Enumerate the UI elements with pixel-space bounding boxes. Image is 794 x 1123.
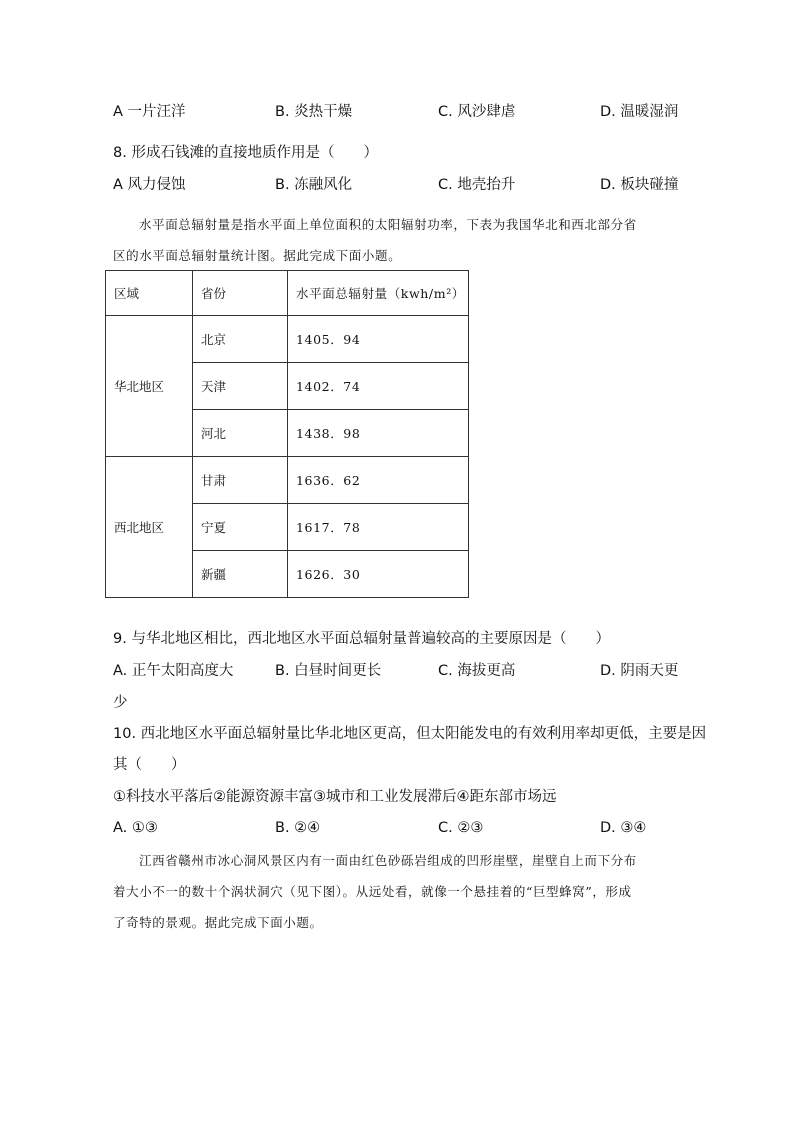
header-region: 区域 — [106, 271, 193, 316]
intro-line: 区的水平面总辐射量统计图。据此完成下面小题。 — [113, 248, 402, 263]
table-row — [106, 457, 469, 504]
intro-line: 江西省赣州市冰心洞风景区内有一面由红色砂砾岩组成的凹形崖壁，崖壁自上而下分布 — [139, 853, 637, 868]
option-d-continued: 少 — [113, 695, 128, 711]
table-header-row — [106, 271, 469, 316]
option-d: D. 阴雨天更 — [600, 663, 679, 679]
question-text: 9. 与华北地区相比，西北地区水平面总辐射量普遍较高的主要原因是（ ） — [113, 631, 610, 647]
q8-stem — [0, 142, 794, 164]
q9-option-wrap — [0, 692, 794, 714]
option-c: C. ②③ — [438, 820, 484, 836]
header-radiation: 水平面总辐射量（kwh/m²） — [288, 271, 469, 316]
option-a: A 风力侵蚀 — [113, 177, 186, 193]
option-c: C. 地壳抬升 — [438, 177, 516, 193]
option-d: D. 板块碰撞 — [600, 177, 679, 193]
region-cell: 华北地区 — [106, 316, 193, 457]
q10-stem-continued — [0, 754, 794, 776]
option-c: C. 风沙肆虐 — [438, 104, 516, 120]
province-cell: 天津 — [193, 363, 288, 410]
question-text: 8. 形成石钱滩的直接地质作用是（ ） — [113, 145, 378, 161]
value-cell: 1636．62 — [288, 457, 469, 504]
question-text: 其（ ） — [113, 757, 186, 773]
option-a: A. ①③ — [113, 820, 158, 836]
intro-paragraph-2 — [113, 845, 685, 938]
region-cell: 西北地区 — [106, 457, 193, 598]
option-c: C. 海拔更高 — [438, 663, 516, 679]
intro-line: 了奇特的景观。据此完成下面小题。 — [113, 915, 323, 930]
radiation-table — [105, 270, 469, 598]
province-cell: 宁夏 — [193, 504, 288, 551]
q10-options — [0, 817, 794, 839]
value-cell: 1438．98 — [288, 410, 469, 457]
value-cell: 1402．74 — [288, 363, 469, 410]
option-b: B. 炎热干燥 — [275, 104, 353, 120]
q8-options — [0, 174, 794, 196]
intro-line: 着大小不一的数十个涡状洞穴（见下图）。从远处看，就像一个悬挂着的“巨型蜂窝”，形成 — [113, 884, 632, 899]
q7-options — [0, 101, 794, 123]
q10-items — [0, 786, 794, 808]
province-cell: 甘肃 — [193, 457, 288, 504]
header-province: 省份 — [193, 271, 288, 316]
option-a: A 一片汪洋 — [113, 104, 186, 120]
province-cell: 北京 — [193, 316, 288, 363]
option-d: D. ③④ — [600, 820, 647, 836]
table-row — [106, 316, 469, 363]
option-d: D. 温暖湿润 — [600, 104, 679, 120]
q10-stem — [0, 723, 794, 745]
option-b: B. 冻融风化 — [275, 177, 353, 193]
option-b: B. ②④ — [275, 820, 321, 836]
option-b: B. 白昼时间更长 — [275, 663, 382, 679]
q9-stem — [0, 628, 794, 650]
value-cell: 1405．94 — [288, 316, 469, 363]
intro-line: 水平面总辐射量是指水平面上单位面积的太阳辐射功率，下表为我国华北和西北部分省 — [139, 217, 637, 232]
statement-list: ①科技水平落后②能源资源丰富③城市和工业发展滞后④距东部市场远 — [113, 789, 557, 805]
question-text: 10. 西北地区水平面总辐射量比华北地区更高，但太阳能发电的有效利用率却更低，主要是因 — [113, 726, 707, 742]
option-a: A. 正午太阳高度大 — [113, 663, 234, 679]
province-cell: 河北 — [193, 410, 288, 457]
value-cell: 1617．78 — [288, 504, 469, 551]
q9-options — [0, 660, 794, 682]
province-cell: 新疆 — [193, 551, 288, 598]
value-cell: 1626．30 — [288, 551, 469, 598]
intro-paragraph-1 — [113, 209, 685, 271]
